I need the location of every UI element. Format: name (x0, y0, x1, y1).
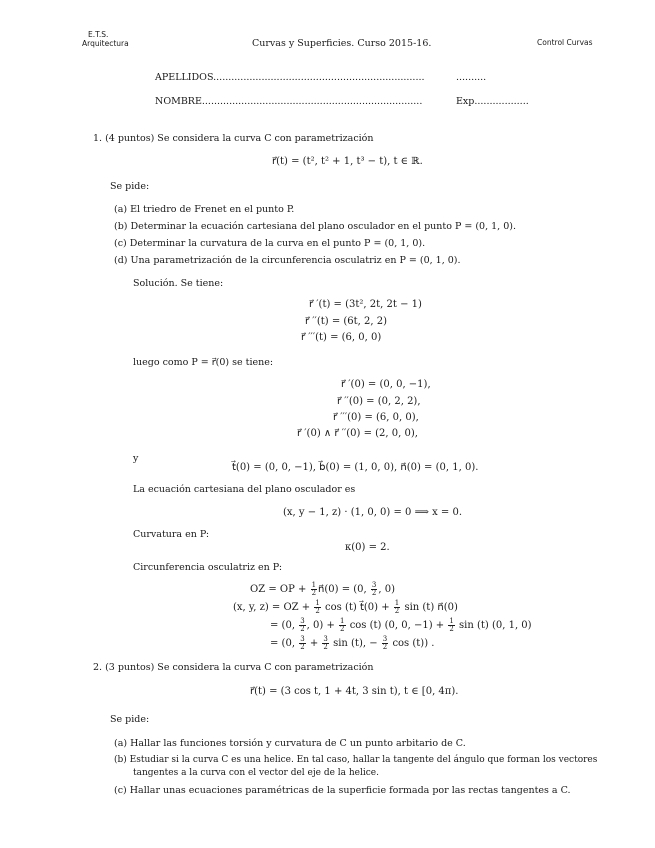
frac-num: 1 (340, 617, 345, 625)
problem1-item-c: (c) Determinar la curvatura de la curva en el punto P = (0, 1, 0). (114, 238, 426, 249)
problem2-item-a: (a) Hallar las funciones torsión y curvatura de C un punto arbitario de C. (114, 738, 466, 749)
frac-num: 3 (300, 617, 305, 625)
frac-den: 2 (300, 625, 305, 633)
fraction-one-half (448, 618, 454, 633)
plane-text: La ecuación cartesiana del plano osculador es (133, 484, 356, 495)
at-zero-2: r⃗ ′′(0) = (0, 2, 2), (337, 396, 421, 407)
problem2-intro: 2. (3 puntos) Se considera la curva C con parametrización (93, 662, 374, 673)
frac-den: 2 (311, 589, 317, 597)
derivative-1: r⃗ ′(t) = (3t², 2t, 2t − 1) (309, 299, 422, 310)
problem1-item-d: (d) Una parametrización de la circunferencia osculatriz en P = (0, 1, 0). (114, 255, 461, 266)
frac-den: 2 (300, 643, 305, 651)
problem2-item-b: (b) Estudiar si la curva C es una helice. En tal caso, hallar la tangente del ángulo que forman los vectores (114, 755, 598, 765)
course-title: Curvas y Superficies. Curso 2015-16. (252, 38, 432, 49)
circle-line-1c: , 0) (378, 584, 395, 595)
frac-num: 1 (394, 599, 400, 607)
exp-field[interactable]: Exp.................. (456, 96, 529, 107)
frac-den: 2 (371, 589, 377, 597)
frac-den: 2 (382, 643, 388, 651)
nombre-field[interactable]: NOMBRE......................................................................... (155, 96, 423, 107)
frac-num: 1 (315, 599, 320, 607)
problem1-intro: 1. (4 puntos) Se considera la curva C con parametrización (93, 133, 374, 144)
problem2-item-c: (c) Hallar unas ecuaciones paramétricas de la superficie formada por las rectas tangentes a C. (114, 785, 571, 796)
frenet-vectors: t⃗(0) = (0, 0, −1), b⃗(0) = (1, 0, 0), n⃗(0) = (0, 1, 0). (232, 462, 479, 473)
circle-line-3 (270, 618, 532, 633)
frac-num: 3 (382, 635, 388, 643)
circle-line-3b: , 0) + (306, 620, 335, 631)
frac-num: 3 (300, 635, 305, 643)
fraction-three-halves (322, 636, 328, 651)
school-line1: E.T.S. (88, 30, 109, 39)
frac-den: 2 (394, 607, 400, 615)
circle-line-1a: OZ = OP + (250, 584, 307, 595)
circle-line-4 (270, 636, 434, 651)
problem1-curve-eq: r⃗(t) = (t², t² + 1, t³ − t), t ∈ ℝ. (272, 156, 423, 167)
apellidos-extra-field[interactable]: .......... (456, 72, 487, 83)
problem1-item-a: (a) El triedro de Frenet en el punto P. (114, 204, 295, 215)
fraction-three-halves (371, 582, 377, 597)
problem2-curve-eq: r⃗(t) = (3 cos t, 1 + 4t, 3 sin t), t ∈ [0, 4π). (250, 686, 459, 697)
frac-num: 1 (311, 581, 317, 589)
derivative-3: r⃗ ′′′(t) = (6, 0, 0) (301, 332, 382, 343)
y-text: y (133, 453, 139, 464)
apellidos-field[interactable]: APELLIDOS...................................................................... (155, 72, 425, 83)
circle-line-4a: = (0, (270, 638, 295, 649)
osculating-circle-text: Circunferencia osculatriz en P: (133, 562, 283, 573)
problem1-se-pide: Se pide: (110, 181, 150, 192)
frac-num: 3 (323, 635, 328, 643)
derivative-2: r⃗ ′′(t) = (6t, 2, 2) (305, 316, 388, 327)
circle-line-2a: (x, y, z) = OZ + (233, 602, 311, 613)
frac-den: 2 (340, 625, 345, 633)
circle-line-2 (233, 600, 458, 615)
circle-line-2b: cos (t) t⃗(0) + (325, 602, 390, 613)
circle-line-2c: sin (t) n⃗(0) (404, 602, 458, 613)
school-line2: Arquitectura (82, 39, 129, 48)
circle-line-3c: cos (t) (0, 0, −1) + (349, 620, 445, 631)
at-zero-4: r⃗ ′(0) ∧ r⃗ ′′(0) = (2, 0, 0), (297, 428, 418, 439)
exam-name: Control Curvas (537, 38, 593, 47)
circle-line-4d: cos (t)) . (392, 638, 435, 649)
frac-den: 2 (315, 607, 320, 615)
frac-den: 2 (323, 643, 328, 651)
fraction-one-half (339, 618, 345, 633)
circle-line-3d: sin (t) (0, 1, 0) (459, 620, 532, 631)
circle-line-4b: + (309, 638, 319, 649)
at-zero-3: r⃗ ′′′(0) = (6, 0, 0), (333, 412, 419, 423)
problem2-item-b-cont: tangentes a la curva con el vector del eje de la helice. (133, 768, 379, 778)
school-name (82, 30, 129, 48)
fraction-one-half (394, 600, 400, 615)
circle-line-3a: = (0, (270, 620, 295, 631)
luego-text: luego como P = r⃗(0) se tiene: (133, 357, 274, 368)
frac-num: 1 (449, 617, 454, 625)
fraction-one-half (311, 582, 317, 597)
circle-line-4c: sin (t), − (333, 638, 378, 649)
solution-intro: Solución. Se tiene: (133, 278, 224, 289)
curvature-text: Curvatura en P: (133, 529, 210, 540)
problem2-se-pide: Se pide: (110, 714, 150, 725)
curvature-equation: κ(0) = 2. (345, 542, 390, 553)
frac-num: 3 (371, 581, 377, 589)
fraction-three-halves (299, 618, 305, 633)
frac-den: 2 (449, 625, 454, 633)
fraction-three-halves (382, 636, 388, 651)
at-zero-1: r⃗ ′(0) = (0, 0, −1), (341, 379, 431, 390)
plane-equation: (x, y − 1, z) · (1, 0, 0) = 0 ⟹ x = 0. (283, 507, 463, 518)
fraction-one-half (314, 600, 320, 615)
fraction-three-halves (299, 636, 305, 651)
problem1-item-b: (b) Determinar la ecuación cartesiana del plano osculador en el punto P = (0, 1, 0). (114, 221, 516, 232)
circle-line-1b: n⃗(0) = (0, (318, 584, 367, 595)
circle-line-1 (250, 582, 395, 597)
